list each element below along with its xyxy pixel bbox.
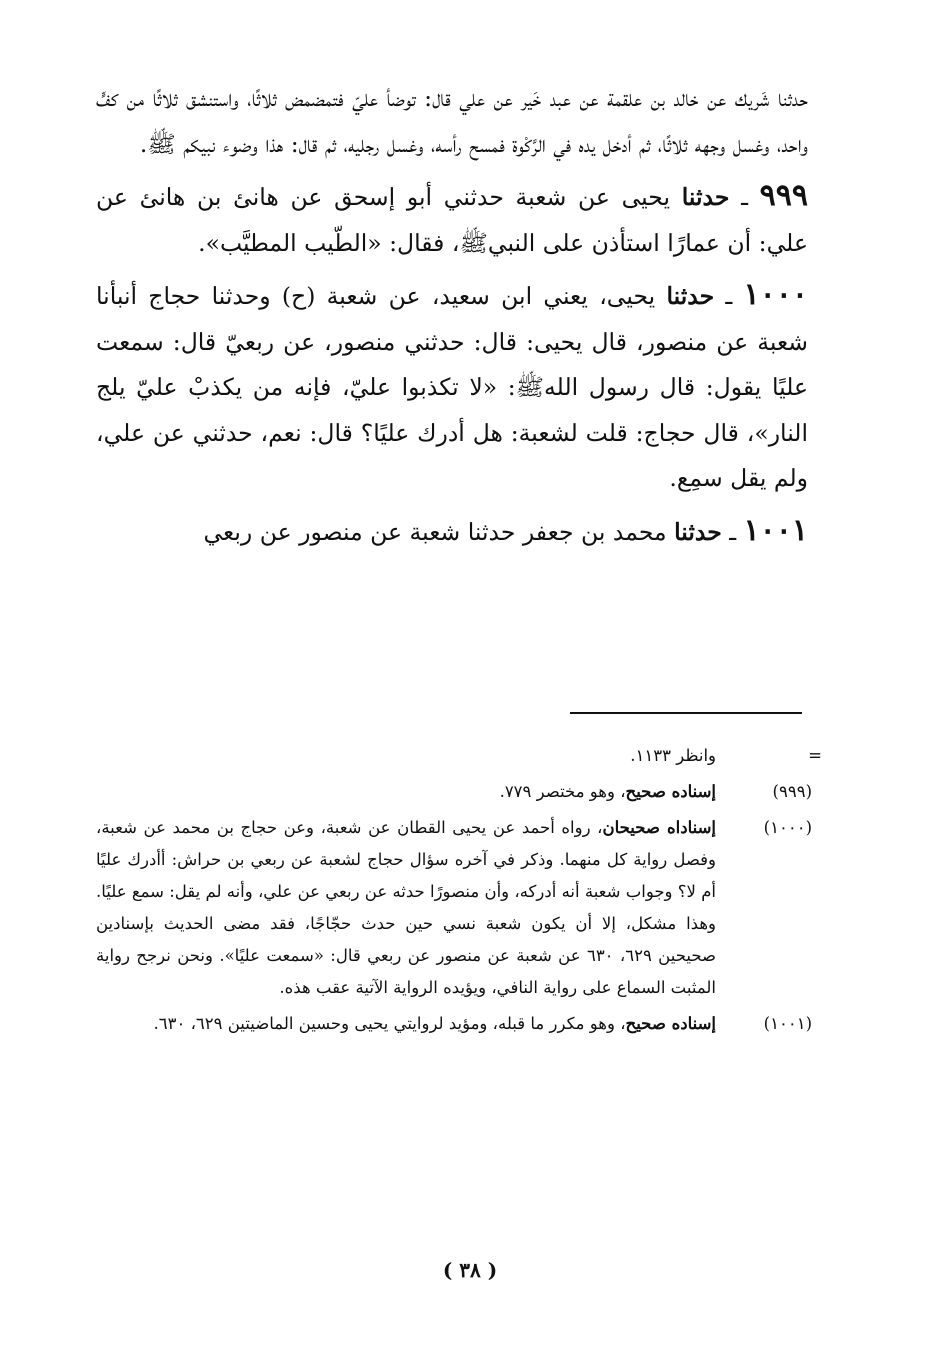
- footnote-continuation: [96, 740, 822, 772]
- footnote-label: (٩٩٩): [772, 782, 812, 801]
- hadith-1000: [96, 272, 808, 502]
- main-text: [96, 76, 808, 555]
- footnote-text: ، وهو مختصر ٧٧٩.: [499, 782, 626, 801]
- hadith-999: [96, 173, 808, 266]
- hadith-number: ٩٩٩: [759, 178, 809, 213]
- footnote-text: وانظر ١١٣٣.: [630, 746, 716, 765]
- footnote-text: ، رواه أحمد عن يحيى القطان عن شعبة، وعن حجاج بن محمد عن شعبة، وفصل رواية كل منهما. وذكر في آخره سؤال حجاج لشعبة عن ربعي بن حراش: أأدرك عليًا أم لا؟ وجواب شعبة أنه أدركه، وأن منصورًا حدثه عن ربعي عن علي، وأنه لم يقل: سمع عليًا. وهذا مشكل، إلا أن يكون شعبة نسي حين حدث حجّاجًا، فقد مضى الحديث بإسنادين صحيحين ٦٢٩، ٦٣٠ عن شعبة عن منصور عن ربعي قال: «سمعت عليًا». ونحن نرجح رواية المثبت السماع على رواية النافي، ويؤيده الرواية الآتية عقب هذه.: [96, 818, 717, 997]
- paragraph-continuation: حدثنا شَريك عن خالد بن علقمة عن عبد خَير عن علي قال: توضأ عليّ فتمضمض ثلاثًا، واستنشق ثلاثًا من كفٍّ واحد، وغسل وجهه ثلاثًا، ثم أدخل يده في الرَّكْوة فمسح رأسه، وغسل رجليه، ثم قال: هذا وضوء نبيكم ﷺ.: [96, 84, 808, 158]
- footnote-keyword: إسناده صحيح: [625, 782, 716, 801]
- hadith-1001: [96, 508, 808, 556]
- footnote-1000: [96, 812, 812, 1004]
- footnote-text: ، وهو مكرر ما قبله، ومؤيد لروايتي يحيى وحسين الماضيتين ٦٢٩، ٦٣٠.: [153, 1014, 626, 1033]
- continuation-mark: =: [808, 746, 822, 765]
- footnote-keyword: إسناده صحيح: [625, 1014, 716, 1033]
- hadith-keyword: حدثنا: [666, 282, 715, 310]
- footnote-999: [96, 776, 812, 808]
- hadith-text: محمد بن جعفر حدثنا شعبة عن منصور عن ربعي: [203, 517, 675, 546]
- footnote-divider: [570, 712, 802, 714]
- footnote-label: (١٠٠١): [763, 1014, 812, 1033]
- dash: ـ: [721, 517, 744, 546]
- footnote-label: (١٠٠٠): [763, 818, 812, 837]
- dash: ـ: [729, 183, 760, 211]
- footnote-keyword: إسناداه صحيحان: [602, 818, 716, 837]
- hadith-number: ١٠٠١: [743, 512, 808, 548]
- page-number: ( ٣٨ ): [442, 1258, 498, 1282]
- hadith-number: ١٠٠٠: [743, 277, 808, 312]
- hadith-keyword: حدثنا: [674, 517, 722, 546]
- dash: ـ: [714, 282, 744, 310]
- footnote-1001: [96, 1008, 812, 1040]
- hadith-text: يحيى عن شعبة حدثني أبو إسحق عن هانئ بن هانئ عن علي: أن عمارًا استأذن على النبيﷺ، فقال: «الطّيب المطيَّب».: [96, 183, 808, 257]
- hadith-text: يحيى، يعني ابن سعيد، عن شعبة (ح) وحدثنا حجاج أنبأنا شعبة عن منصور، قال يحيى: قال: حدثني منصور، عن ربعيّ قال: سمعت عليًا يقول: قال رسول اللهﷺ: «لا تكذبوا عليّ، فإنه من يكذبْ عليّ يلج النار»، قال حجاج: قلت لشعبة: هل أدرك عليًا؟ قال: نعم، حدثني عن علي، ولم يقل سمِع.: [96, 282, 808, 492]
- hadith-keyword: حدثنا: [681, 183, 730, 211]
- footnotes: [96, 740, 822, 1040]
